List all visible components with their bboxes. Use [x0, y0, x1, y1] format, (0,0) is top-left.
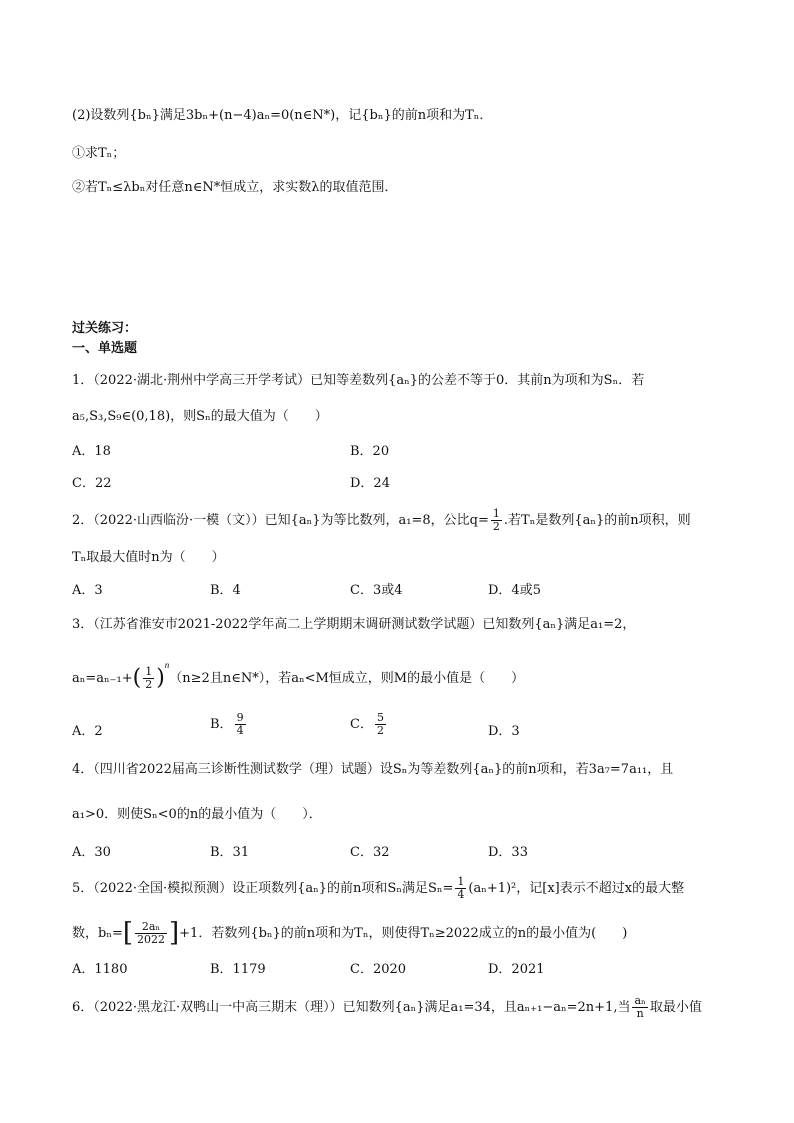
q5-option-d: D．2021: [488, 962, 545, 977]
q3-option-b: B． $\frac{9}{4}$: [210, 711, 244, 738]
q1-option-c: C．22: [72, 476, 112, 491]
q6-line1-b: 取最小值: [649, 1000, 702, 1016]
q5-line1: [72, 876, 684, 901]
q5-line2: 数，bₙ=[ $\frac{\text{2aₙ}}{2022}$ ]+1．若数列{bₙ}的前n项和为Tₙ，则使得Tₙ≥2022成立的n的最小值为( ): [72, 918, 628, 948]
q4-option-b: B．31: [210, 845, 250, 860]
q5-option-c: C．2020: [350, 962, 407, 977]
q3-option-c: C． $\frac{5}{2}$: [350, 711, 384, 738]
q4-option-c: C．32: [350, 845, 390, 860]
q5-quarter-fraction: $\frac{1}{4}$: [457, 875, 465, 902]
q6-line1: [72, 995, 702, 1020]
intro-sub2: ②若Tₙ≤λbₙ对任意n∈N*恒成立，求实数λ的取值范围．: [72, 180, 398, 195]
q5-floor-fraction: $\frac{\text{2aₙ}}{2022}$: [137, 920, 165, 947]
q3-line2: aₙ=aₙ₋₁+( $\frac{1}{2}$ )$^n$（n≥2且n∈N*），若aₙ<M恒成立，则M的最小值是（ ）: [72, 660, 525, 691]
q5-option-b: B．1179: [210, 962, 266, 977]
q5-option-a: A．1180: [72, 962, 128, 977]
section-title: 过关练习：: [72, 321, 138, 336]
q2-line1-b: .若Tₙ是数列{aₙ}的前n项积，则: [503, 513, 691, 529]
q3-exponent: n: [164, 660, 170, 670]
q2-option-b: B．4: [210, 583, 241, 598]
q2-line1: [72, 508, 691, 533]
q1-line2: a₅,S₃,S₉∈(0,18)，则Sₙ的最大值为（ ）: [72, 409, 328, 424]
q6-line1-a: 6．（2022·黑龙江·双鸭山一中高三期末（理））已知数列{aₙ}满足a₁=34，且aₙ₊₁−aₙ=2n+1,当: [72, 1000, 631, 1016]
q4-option-d: D．33: [488, 845, 528, 860]
q5-line1-a: 5．（2022·全国·模拟预测）设正项数列{aₙ}的前n项和Sₙ满足Sₙ=: [72, 881, 454, 897]
q2-option-d: D．4或5: [488, 583, 541, 598]
q5-line1-b: (aₙ+1)²，记[x]表示不超过x的最大整: [468, 881, 685, 897]
q1-line1: 1．（2022·湖北·荆州中学高三开学考试）已知等差数列{aₙ}的公差不等于0．其前n为项和为Sₙ．若: [72, 373, 645, 388]
q2-line1-a: 2．（2022·山西临汾·一模（文））已知{aₙ}为等比数列，a₁=8，公比q=: [72, 513, 489, 529]
q5-line2-a: 数，bₙ=: [72, 926, 123, 942]
q2-option-c: C．3或4: [350, 583, 403, 598]
q3-option-d: D．3: [488, 724, 520, 739]
q1-option-b: B．20: [350, 444, 390, 459]
subsection-title: 一、单选题: [72, 341, 138, 356]
q4-option-a: A．30: [72, 845, 111, 860]
intro-part2: (2)设数列{bₙ}满足3bₙ+(n−4)aₙ=0(n∈N*)，记{bₙ}的前n项和为Tₙ．: [72, 108, 493, 123]
q1-option-d: D．24: [350, 476, 390, 491]
q2-ratio-fraction: $\frac{1}{2}$: [492, 507, 500, 534]
q3-half-fraction: $\frac{1}{2}$: [145, 664, 153, 691]
q3-line2-a: aₙ=aₙ₋₁+: [72, 671, 133, 686]
intro-sub1: ①求Tₙ；: [72, 146, 126, 161]
q3-line2-b: （n≥2且n∈N*），若aₙ<M恒成立，则M的最小值是（ ）: [169, 671, 525, 686]
q1-option-a: A．18: [72, 444, 111, 459]
q4-line2: a₁>0．则使Sₙ<0的n的最小值为（ ）．: [72, 807, 322, 822]
q2-option-a: A．3: [72, 583, 103, 598]
q6-ratio-fraction: $\frac{\text{aₙ}}{n}$: [634, 994, 646, 1021]
q5-line2-b: +1．若数列{bₙ}的前n项和为Tₙ，则使得Tₙ≥2022成立的n的最小值为( ): [179, 926, 628, 942]
q2-line2: Tₙ取最大值时n为（ ）: [72, 550, 225, 565]
q3-line1: 3．（江苏省淮安市2021-2022学年高二上学期期末调研测试数学试题）已知数列{aₙ}满足a₁=2，: [72, 617, 636, 632]
q3-option-a: A．2: [72, 724, 103, 739]
q4-line1: 4．（四川省2022届高三诊断性测试数学（理）试题）设Sₙ为等差数列{aₙ}的前n项和，若3a₇=7a₁₁，且: [72, 762, 674, 777]
